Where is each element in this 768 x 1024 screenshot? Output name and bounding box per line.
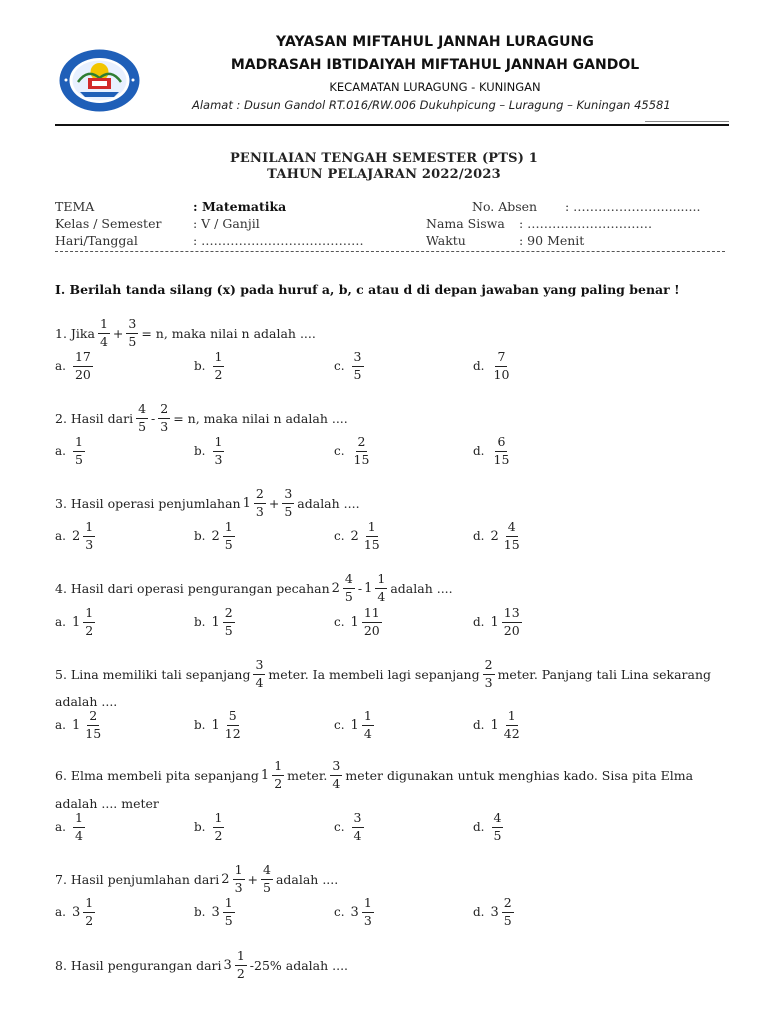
header-rule-thin xyxy=(645,121,729,122)
option-4d[interactable]: d. 1 $\frac{13}{20}$ xyxy=(473,605,520,638)
question-text: adalah .... xyxy=(390,580,453,596)
question-text: meter digunakan untuk menghias kado. Sisa pita Elma xyxy=(345,767,694,783)
school-address: Alamat : Dusun Gandol RT.016/RW.006 Dukuhpicung – Luragung – Kuningan 45581 xyxy=(192,98,671,112)
absen-label: No. Absen xyxy=(472,199,538,214)
nama-label: Nama Siswa xyxy=(426,216,505,231)
fraction: $\frac{4}{5}$ xyxy=(138,401,147,434)
hari-label: Hari/Tanggal xyxy=(55,233,138,248)
option-3a[interactable]: a. 2 $\frac{1}{3}$ xyxy=(55,519,94,552)
option-1c[interactable]: c. $\frac{3}{5}$ xyxy=(334,349,362,382)
option-5c[interactable]: c. 1 $\frac{1}{4}$ xyxy=(334,708,372,741)
question-4 xyxy=(55,573,453,603)
whole-number: 3 xyxy=(223,957,232,973)
question-6-continued: adalah .... meter xyxy=(55,796,159,811)
foundation-name: YAYASAN MIFTAHUL JANNAH LURAGUNG xyxy=(276,34,594,50)
option-7a[interactable]: a. 3 $\frac{1}{2}$ xyxy=(55,895,94,928)
fraction: $\frac{4}{5}$ xyxy=(263,862,271,895)
fraction: $\frac{2}{3}$ xyxy=(160,401,169,434)
question-7 xyxy=(55,864,338,894)
operator: - xyxy=(249,957,254,973)
fraction: $\frac{4}{5}$ xyxy=(344,571,353,604)
question-3 xyxy=(55,488,360,518)
nama-field[interactable]: : ………………………… xyxy=(519,216,653,231)
whole-number: 1 xyxy=(242,495,251,511)
operator: + xyxy=(268,495,280,511)
operator: + xyxy=(112,325,124,341)
question-text: 6. Elma membeli pita sepanjang xyxy=(55,767,259,783)
question-8 xyxy=(55,950,348,980)
option-4c[interactable]: c. 1 $\frac{11}{20}$ xyxy=(334,605,380,638)
option-7b[interactable]: b. 3 $\frac{1}{5}$ xyxy=(194,895,233,928)
kelas-label: Kelas / Semester xyxy=(55,216,162,231)
option-7d[interactable]: d. 3 $\frac{2}{5}$ xyxy=(473,895,512,928)
option-4a[interactable]: a. 1 $\frac{1}{2}$ xyxy=(55,605,94,638)
option-3c[interactable]: c. 2 $\frac{1}{15}$ xyxy=(334,519,380,552)
option-2b[interactable]: b. $\frac{1}{3}$ xyxy=(194,434,223,467)
kelas-value: : V / Ganjil xyxy=(193,216,260,231)
question-text: meter. Ia membeli lagi sepanjang xyxy=(268,666,480,682)
identity-divider xyxy=(55,251,725,252)
fraction: $\frac{1}{4}$ xyxy=(377,571,386,604)
hari-field[interactable]: : ………………………………… xyxy=(193,233,364,248)
header-rule xyxy=(55,124,729,126)
option-3b[interactable]: b. 2 $\frac{1}{5}$ xyxy=(194,519,233,552)
fraction: $\frac{3}{5}$ xyxy=(128,316,137,349)
option-6b[interactable]: b. $\frac{1}{2}$ xyxy=(194,810,223,843)
option-6a[interactable]: a. $\frac{1}{4}$ xyxy=(55,810,83,843)
absen-field[interactable]: : ………………….......... xyxy=(565,199,701,214)
fraction: $\frac{1}{3}$ xyxy=(234,862,243,895)
school-name: MADRASAH IBTIDAIYAH MIFTAHUL JANNAH GANDOL xyxy=(230,57,640,73)
option-2c[interactable]: c. $\frac{2}{15}$ xyxy=(334,434,370,467)
operator: - xyxy=(357,580,363,596)
waktu-label: Waktu xyxy=(426,233,466,248)
option-6c[interactable]: c. $\frac{3}{4}$ xyxy=(334,810,362,843)
school-logo xyxy=(58,48,141,113)
option-4b[interactable]: b. 1 $\frac{2}{5}$ xyxy=(194,605,233,638)
question-2 xyxy=(55,403,348,433)
operator: - xyxy=(151,410,156,426)
question-text: 1. Jika xyxy=(55,325,95,341)
question-text: meter. xyxy=(287,767,328,783)
tema-label: TEMA xyxy=(55,199,95,214)
question-text: meter. Panjang tali Lina sekarang xyxy=(497,666,712,682)
question-text: 3. Hasil operasi penjumlahan xyxy=(55,495,241,511)
question-text: 4. Hasil dari operasi pengurangan pecahan xyxy=(55,580,330,596)
exam-title: PENILAIAN TENGAH SEMESTER (PTS) 1 xyxy=(229,151,539,166)
question-text: = n, maka nilai n adalah .... xyxy=(173,410,348,426)
fraction: $\frac{3}{5}$ xyxy=(284,486,293,519)
whole-number: 1 xyxy=(260,767,270,783)
question-text: adalah .... xyxy=(275,871,339,887)
whole-number: 2 xyxy=(331,580,340,596)
option-2d[interactable]: d. $\frac{6}{15}$ xyxy=(473,434,510,467)
operator: + xyxy=(247,871,258,887)
academic-year: TAHUN PELAJARAN 2022/2023 xyxy=(267,167,501,182)
whole-number: 1 xyxy=(364,580,373,596)
option-1a[interactable]: a. $\frac{17}{20}$ xyxy=(55,349,91,382)
fraction: $\frac{1}{2}$ xyxy=(274,758,283,791)
question-5 xyxy=(55,659,711,689)
fraction: $\frac{3}{4}$ xyxy=(255,657,264,690)
fraction: $\frac{3}{4}$ xyxy=(332,758,341,791)
fraction: $\frac{1}{2}$ xyxy=(236,948,245,981)
option-3d[interactable]: d. 2 $\frac{4}{15}$ xyxy=(473,519,520,552)
option-5b[interactable]: b. 1 $\frac{5}{12}$ xyxy=(194,708,241,741)
question-6 xyxy=(55,760,693,790)
waktu-value: : 90 Menit xyxy=(519,233,585,248)
question-text: 2. Hasil dari xyxy=(55,410,134,426)
option-1b[interactable]: b. $\frac{1}{2}$ xyxy=(194,349,223,382)
section-instruction: I. Berilah tanda silang (x) pada huruf a, b, c atau d di depan jawaban yang paling benar ! xyxy=(55,282,680,297)
fraction: $\frac{2}{3}$ xyxy=(255,486,264,519)
question-text: = n, maka nilai n adalah .... xyxy=(141,325,316,341)
option-1d[interactable]: d. $\frac{7}{10}$ xyxy=(473,349,510,382)
whole-number: 2 xyxy=(221,871,230,887)
question-text: 7. Hasil penjumlahan dari xyxy=(55,871,220,887)
option-7c[interactable]: c. 3 $\frac{1}{3}$ xyxy=(334,895,372,928)
option-2a[interactable]: a. $\frac{1}{5}$ xyxy=(55,434,83,467)
question-text: 25% adalah .... xyxy=(254,957,349,973)
question-text: 5. Lina memiliki tali sepanjang xyxy=(55,666,251,682)
district-name: KECAMATAN LURAGUNG - KUNINGAN xyxy=(329,80,541,94)
question-text: 8. Hasil pengurangan dari xyxy=(55,957,222,973)
tema-value: : Matematika xyxy=(193,199,287,214)
fraction: $\frac{1}{4}$ xyxy=(99,316,108,349)
option-5d[interactable]: d. 1 $\frac{1}{42}$ xyxy=(473,708,520,741)
question-text: adalah .... xyxy=(297,495,360,511)
question-5-continued: adalah .... xyxy=(55,694,118,709)
option-6d[interactable]: d. $\frac{4}{5}$ xyxy=(473,810,502,843)
option-5a[interactable]: a. 1 $\frac{2}{15}$ xyxy=(55,708,102,741)
fraction: $\frac{2}{3}$ xyxy=(484,657,493,690)
question-1 xyxy=(55,318,316,348)
